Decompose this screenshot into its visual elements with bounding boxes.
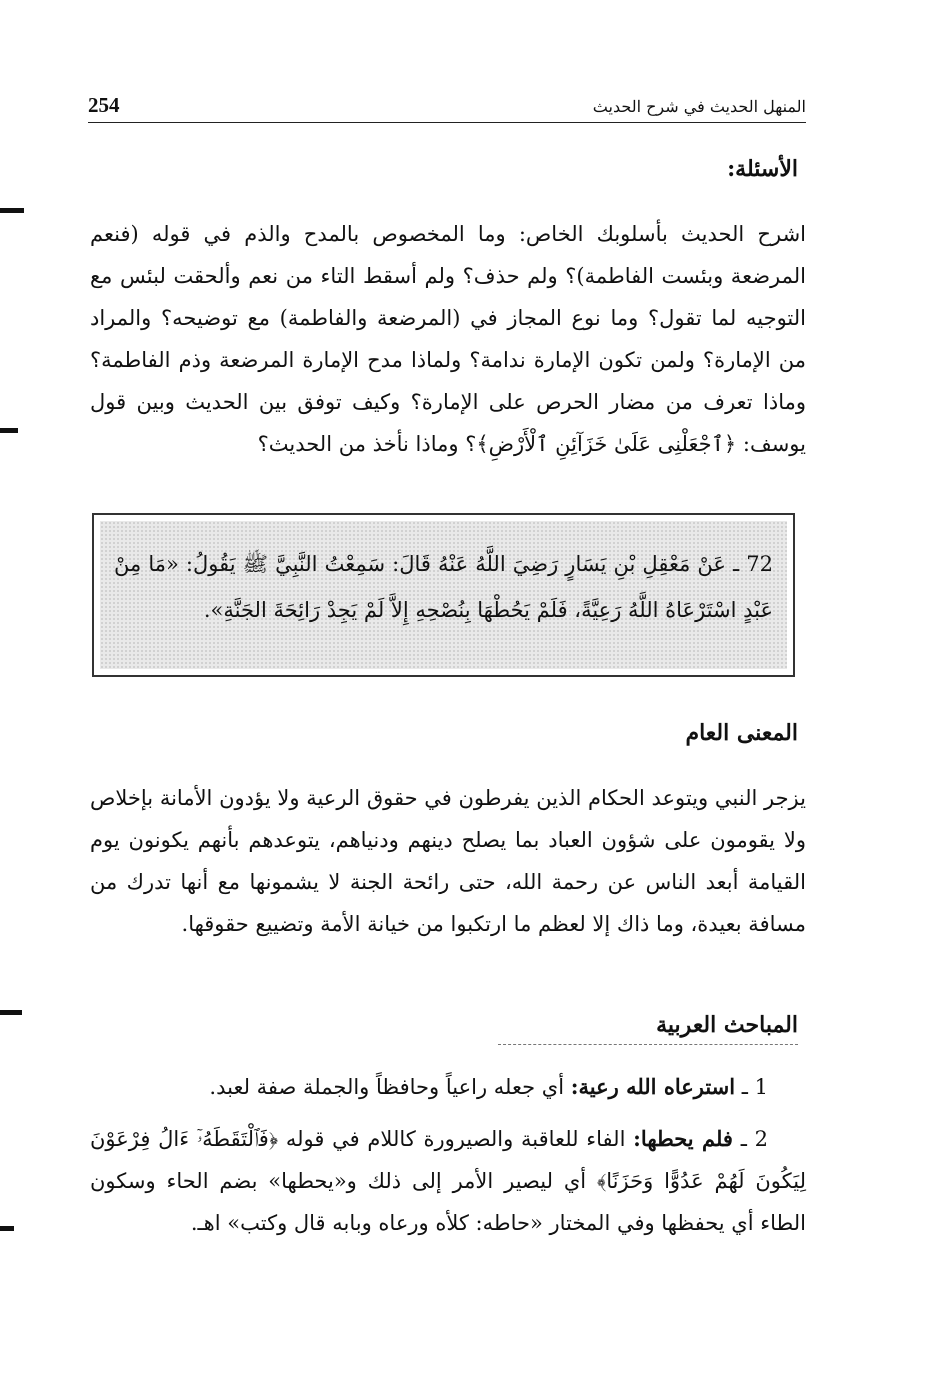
item-number: 2 ـ: [740, 1127, 769, 1151]
item-term: فلم يحطها:: [633, 1126, 733, 1151]
page-number: 254: [88, 93, 120, 117]
hadith-text: ـ عَنْ مَعْقِلِ بْنِ يَسَارٍ رَضِيَ اللَّهُ عَنْهُ قَالَ: سَمِعْتُ النَّبِيَّ ﷺ يَقُولُ: «مَا مِنْ عَبْدٍ اسْتَرْعَاهُ اللَّهُ رَعِيَّةً، فَلَمْ يَحُطْهَا بِنُصْحِهِ إِلاَّ لَمْ يَجِدْ رَائِحَةَ الجَنَّةِ».: [114, 552, 773, 622]
hadith-number: 72: [746, 552, 773, 576]
arabic-topics-heading: [498, 1012, 798, 1045]
scan-edge-mark: [0, 208, 24, 213]
item-number: 1 ـ: [741, 1075, 768, 1099]
running-title: المنهل الحديث في شرح الحديث: [592, 97, 806, 116]
hadith-box: [92, 513, 795, 677]
general-meaning-paragraph: يزجر النبي ويتوعد الحكام الذين يفرطون في حقوق الرعية ولا يؤدون الأمانة بإخلاص ولا يقومون على شؤون العباد بما يصلح دينهم ودنياهم، يتوعدهم بأنهم يكونون يوم القيامة أبعد الناس عن رحمة الله، حتى رائحة الجنة لا يشمونها مع أنها تدرك من مسافة بعيدة، وما ذاك إلا لعظم ما ارتكبوا من خيانة الأمة وتضييع حقوقها.: [90, 786, 806, 936]
scan-edge-mark: [0, 428, 18, 433]
page-header: [88, 86, 806, 123]
arabic-topic-item: [90, 1066, 806, 1108]
item-text: الفاء للعاقبة والصيرورة كاللام في قوله ﴿فَٱلْتَقَطَهُۥٓ ءَالُ فِرْعَوْنَ لِيَكُونَ لَهُمْ عَدُوًّا وَحَزَنًا﴾ أي ليصير الأمر إلى ذلك و«يحطها» بضم الحاء وسكون الطاء أي يحفظها وفي المختار «حاطه: كلأه ورعاه وبابه قال وكتب» اهـ.: [90, 1127, 806, 1235]
hadith-text-area: [100, 521, 787, 669]
questions-heading: الأسئلة:: [727, 156, 798, 182]
questions-paragraph: اشرح الحديث بأسلوبك الخاص: وما المخصوص بالمدح والذم في قوله (فنعم المرضعة وبئست الفاطمة)؟ ولم حذف؟ ولم أسقط التاء من نعم وألحقت لبئس مع التوجيه لما تقول؟ وما نوع المجاز في (المرضعة والفاطمة) مع توضيحه؟ والمراد من الإمارة؟ ولمن تكون الإمارة ندامة؟ ولماذا مدح الإمارة المرضعة وذم الفاطمة؟ وماذا تعرف من مضار الحرص على الإمارة؟ وكيف توفق بين الحديث وبين قول يوسف: ﴿ٱجْعَلْنِى عَلَىٰ خَزَآئِنِ ٱلْأَرْضِ﴾؟ وماذا نأخذ من الحديث؟: [90, 222, 806, 456]
item-term: استرعاه الله رعية:: [570, 1074, 736, 1099]
item-text: أي جعله راعياً وحافظاً والجملة صفة لعبد.: [209, 1075, 565, 1099]
arabic-topics-heading-text: المباحث العربية: [656, 1012, 798, 1038]
scan-edge-mark: [0, 1226, 14, 1231]
arabic-topic-item: [90, 1118, 806, 1244]
scan-edge-mark: [0, 1010, 22, 1015]
general-meaning-heading: المعنى العام: [685, 720, 798, 746]
